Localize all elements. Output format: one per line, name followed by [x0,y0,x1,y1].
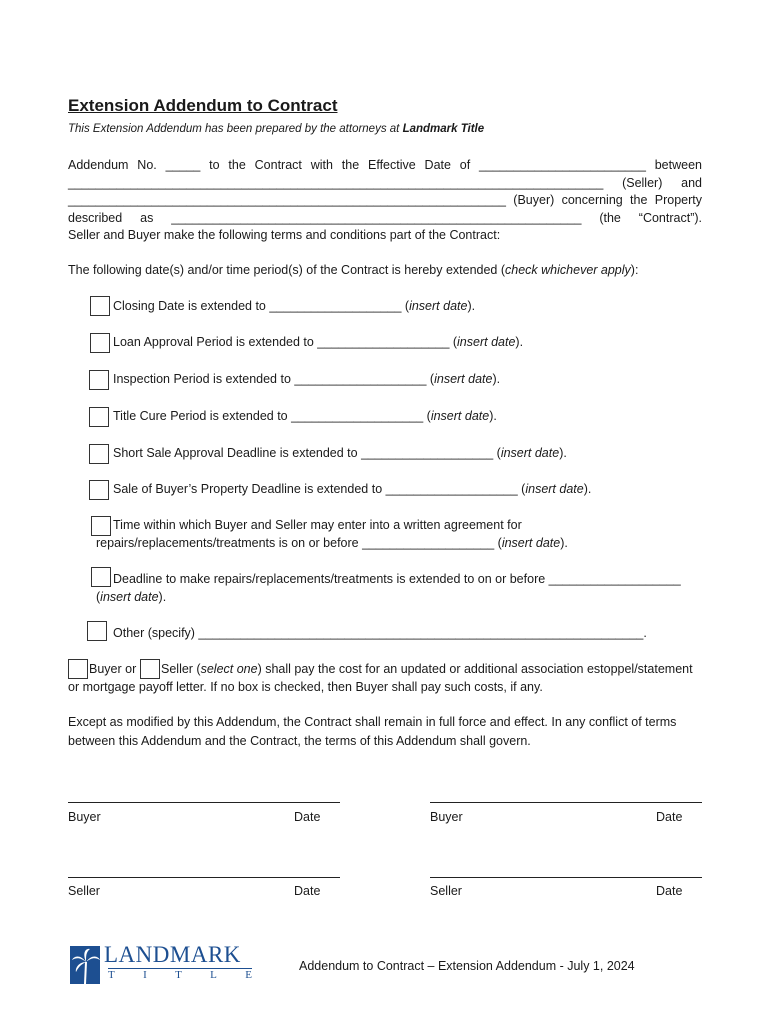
insert-date-hint: insert date [525,482,584,496]
date-label-1: Date [294,810,321,824]
seller-pays-label: Seller ( [161,662,201,676]
page-title: Extension Addendum to Contract [68,96,338,115]
other-checkbox[interactable] [87,621,107,641]
logo-letter: L [210,969,217,981]
insert-date-hint: insert date [457,335,516,349]
title-cure-checkbox[interactable] [89,407,109,427]
insert-date-hint: insert date [409,299,468,313]
loan-approval-checkbox[interactable] [90,333,110,353]
except-line-1: Except as modified by this Addendum, the Contract shall remain in full force and effect. In any conflict of terms [68,715,677,729]
repair-deadline-line-1: Deadline to make repairs/replacements/treatments is extended to on or before ___________________ [113,572,681,586]
footer-text: Addendum to Contract – Extension Addendum - July 1, 2024 [299,959,635,973]
option-text: Inspection Period is extended to ___________________ ( [113,372,435,386]
logo-letter: E [245,969,252,981]
inspection-period-checkbox[interactable] [89,370,109,390]
option-text: repairs/replacements/treatments is on or before ___________________ ( [96,536,502,550]
dates-intro-italic: check whichever apply [505,263,631,277]
loan-approval-option: Loan Approval Period is extended to ___________________ (insert date). [113,335,524,349]
option-text: Short Sale Approval Deadline is extended to ___________________ ( [113,446,501,460]
palm-tree-icon [70,946,104,986]
intro-line-2: _____________________________________________________________________________ (Seller) and [68,175,702,190]
dates-intro [68,262,702,280]
repair-deadline-checkbox[interactable] [91,567,111,587]
intro-paragraph [68,157,702,245]
seller-label-1: Seller [68,884,100,898]
insert-date-hint: insert date [430,409,490,423]
seller-signature-line-1[interactable] [68,877,340,878]
insert-date-hint: insert date [501,536,561,550]
logo-subword [108,968,252,981]
sale-buyer-property-option: Sale of Buyer’s Property Deadline is extended to ___________________ (insert date). [113,482,592,496]
intro-line-5: Seller and Buyer make the following terms and conditions part of the Contract: [68,228,501,242]
dates-intro-text: The following date(s) and/or time period(s) of the Contract is hereby extended ( [68,263,506,277]
buyer-pays-checkbox[interactable] [68,659,88,679]
estoppel-text [161,662,693,676]
estoppel-rest: ) shall pay the cost for an updated or additional association estoppel/statement [257,662,693,676]
date-label-3: Date [294,884,321,898]
other-option: Other (specify) ________________________________________________________________. [113,626,647,640]
closing-date-option: Closing Date is extended to ___________________ (insert date). [113,299,476,313]
option-text: Sale of Buyer’s Property Deadline is extended to ___________________ ( [113,482,526,496]
repair-agreement-line-1: Time within which Buyer and Seller may enter into a written agreement for [113,518,522,532]
seller-signature-line-2[interactable] [430,877,702,878]
estoppel-line-2: or mortgage payoff letter. If no box is checked, then Buyer shall pay such costs, if any. [68,680,543,694]
buyer-label-1: Buyer [68,810,101,824]
subtitle [68,123,484,135]
buyer-pays-label: Buyer or [89,662,137,676]
title-cure-option: Title Cure Period is extended to ___________________ (insert date). [113,409,497,423]
dates-intro-end: ): [630,263,639,277]
paren-open: ( [96,590,101,604]
short-sale-option: Short Sale Approval Deadline is extended to ___________________ (insert date). [113,446,567,460]
intro-line-1: Addendum No. _____ to the Contract with the Effective Date of ________________________ between [68,158,702,172]
buyer-signature-line-2[interactable] [430,802,702,803]
repair-deadline-line-2: (insert date). [96,590,167,604]
inspection-period-option: Inspection Period is extended to ___________________ (insert date). [113,372,501,386]
repair-agreement-line-2: repairs/replacements/treatments is on or before ___________________ (insert date). [96,536,568,550]
subtitle-text: This Extension Addendum has been prepared by the attorneys at [68,123,403,135]
buyer-signature-line-1[interactable] [68,802,340,803]
sale-buyer-property-checkbox[interactable] [89,480,109,500]
intro-line-4: described as ___________________________________________________________ (the “Contract”). [68,210,702,225]
seller-pays-checkbox[interactable] [140,659,160,679]
select-one-hint: select one [200,662,258,676]
insert-date-hint: insert date [100,590,159,604]
insert-date-hint: insert date [434,372,493,386]
buyer-label-2: Buyer [430,810,463,824]
seller-label-2: Seller [430,884,462,898]
insert-date-hint: insert date [500,446,560,460]
landmark-title-logo [70,944,255,986]
logo-letter: T [108,969,115,981]
closing-date-checkbox[interactable] [90,296,110,316]
short-sale-checkbox[interactable] [89,444,109,464]
option-text: Loan Approval Period is extended to ___________________ ( [113,335,458,349]
logo-wordmark: LANDMARK [104,942,241,967]
intro-line-3: _______________________________________________________________ (Buyer) concerning the Property [68,193,702,207]
except-line-2: between this Addendum and the Contract, the terms of this Addendum shall govern. [68,734,531,748]
repair-agreement-checkbox[interactable] [91,516,111,536]
logo-letter: T [175,969,182,981]
date-label-2: Date [656,810,683,824]
logo-letter: I [143,969,147,981]
option-text: Closing Date is extended to ___________________ ( [113,299,410,313]
subtitle-company: Landmark Title [402,123,485,135]
option-text: Title Cure Period is extended to ___________________ ( [113,409,431,423]
date-label-4: Date [656,884,683,898]
